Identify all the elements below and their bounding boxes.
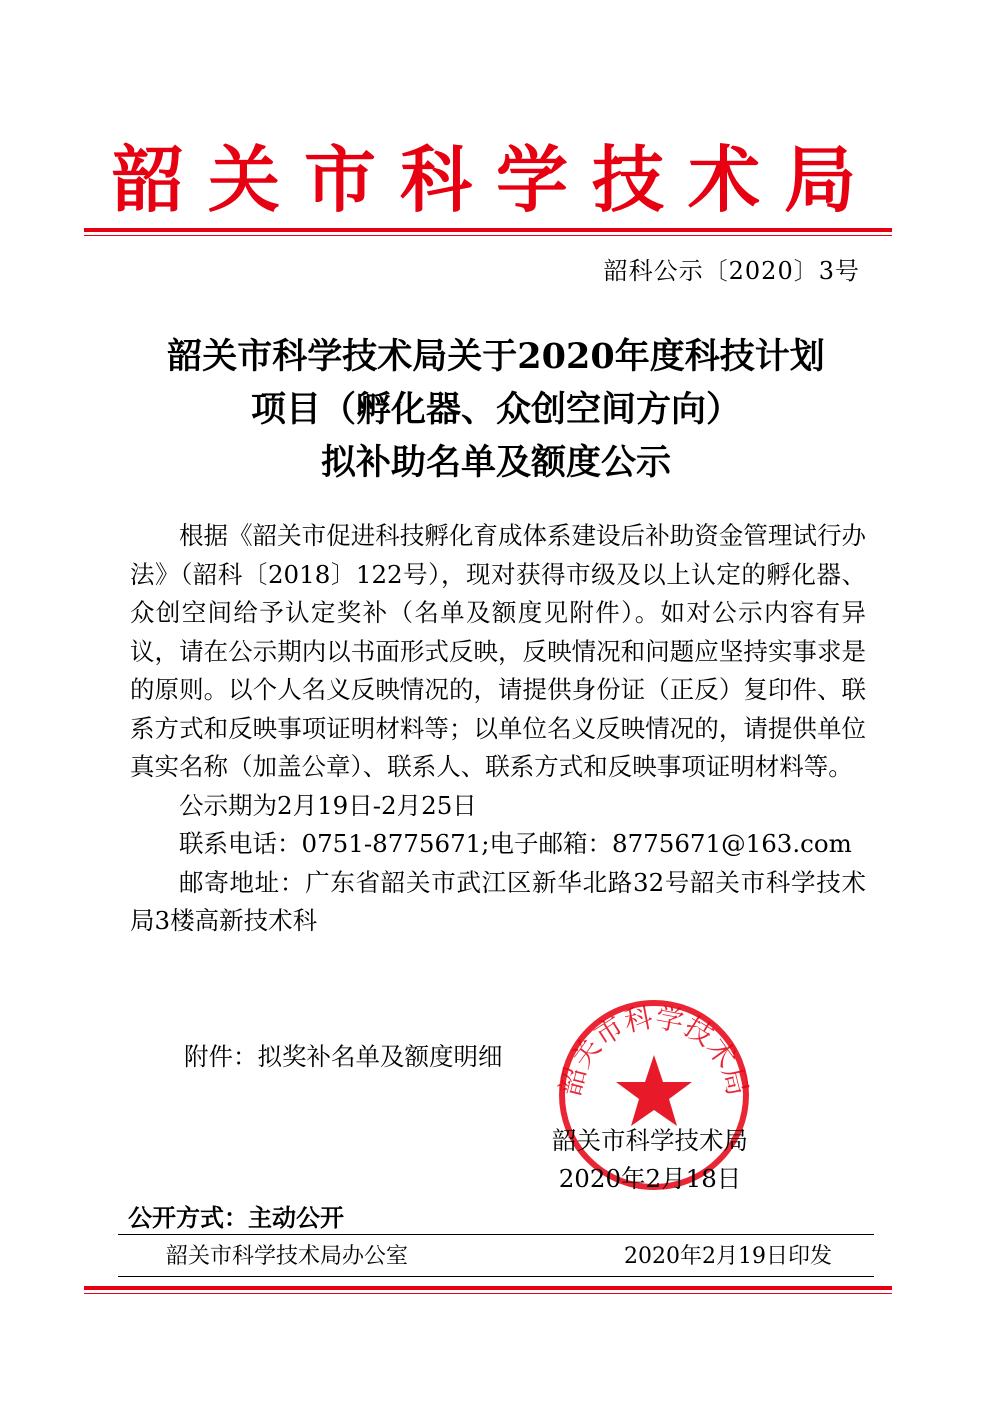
- signature-block: [520, 1122, 780, 1198]
- body-text: [130, 517, 866, 941]
- header-red-rule: [84, 228, 892, 232]
- footer-top-line: [118, 1234, 874, 1235]
- title-line-1: 韶关市科学技术局关于2020年度科技计划: [167, 336, 825, 377]
- footer-red-rule-thin: [84, 1293, 892, 1294]
- footer-issue-date: 2020年2月19日印发: [624, 1244, 832, 1269]
- svg-text:韶关市科学技术局: 韶关市科学技术局: [554, 1000, 754, 1099]
- paragraph-address: 邮寄地址：广东省韶关市武江区新华北路32号韶关市科学技术局3楼高新技术科: [130, 867, 866, 935]
- title-line-2: 项目（孵化器、众创空间方向）: [250, 389, 741, 430]
- header-red-rule-thin: [84, 235, 892, 236]
- footer-issuer: 韶关市科学技术局办公室: [166, 1244, 409, 1269]
- agency-masthead: 韶关市科学技术局: [111, 137, 880, 222]
- footer-red-rule: [84, 1286, 892, 1290]
- disclosure-mode: 公开方式：主动公开: [128, 1204, 344, 1232]
- signature-organization: 韶关市科学技术局: [552, 1126, 748, 1155]
- signature-date: 2020年2月18日: [558, 1164, 742, 1193]
- footer-bottom-line: [118, 1276, 874, 1277]
- attachment-note: 附件：拟奖补名单及额度明细: [184, 1042, 503, 1071]
- document-title: [0, 330, 992, 489]
- title-line-3: 拟补助名单及额度公示: [320, 442, 671, 483]
- paragraph-basis: 根据《韶关市促进科技孵化育成体系建设后补助资金管理试行办法》（韶科〔2018〕122号），现对获得市级及以上认定的孵化器、众创空间给予认定奖补（名单及额度见附件）。如对公示内容有异议，请在公示期内以书面形式反映，反映情况和问题应坚持实事求是的原则。以个人名义反映情况的，请提供身份证（正反）复印件、联系方式和反映事项证明材料等；以单位名义反映情况的，请提供单位真实名称（加盖公章）、联系人、联系方式和反映事项证明材料等。: [130, 521, 866, 781]
- paragraph-contact: 联系电话：0751-8775671;电子邮箱：8775671@163.com: [179, 829, 852, 858]
- paragraph-period: 公示期为2月19日-2月25日: [179, 790, 477, 820]
- document-number: 韶科公示〔2020〕3号: [603, 257, 860, 285]
